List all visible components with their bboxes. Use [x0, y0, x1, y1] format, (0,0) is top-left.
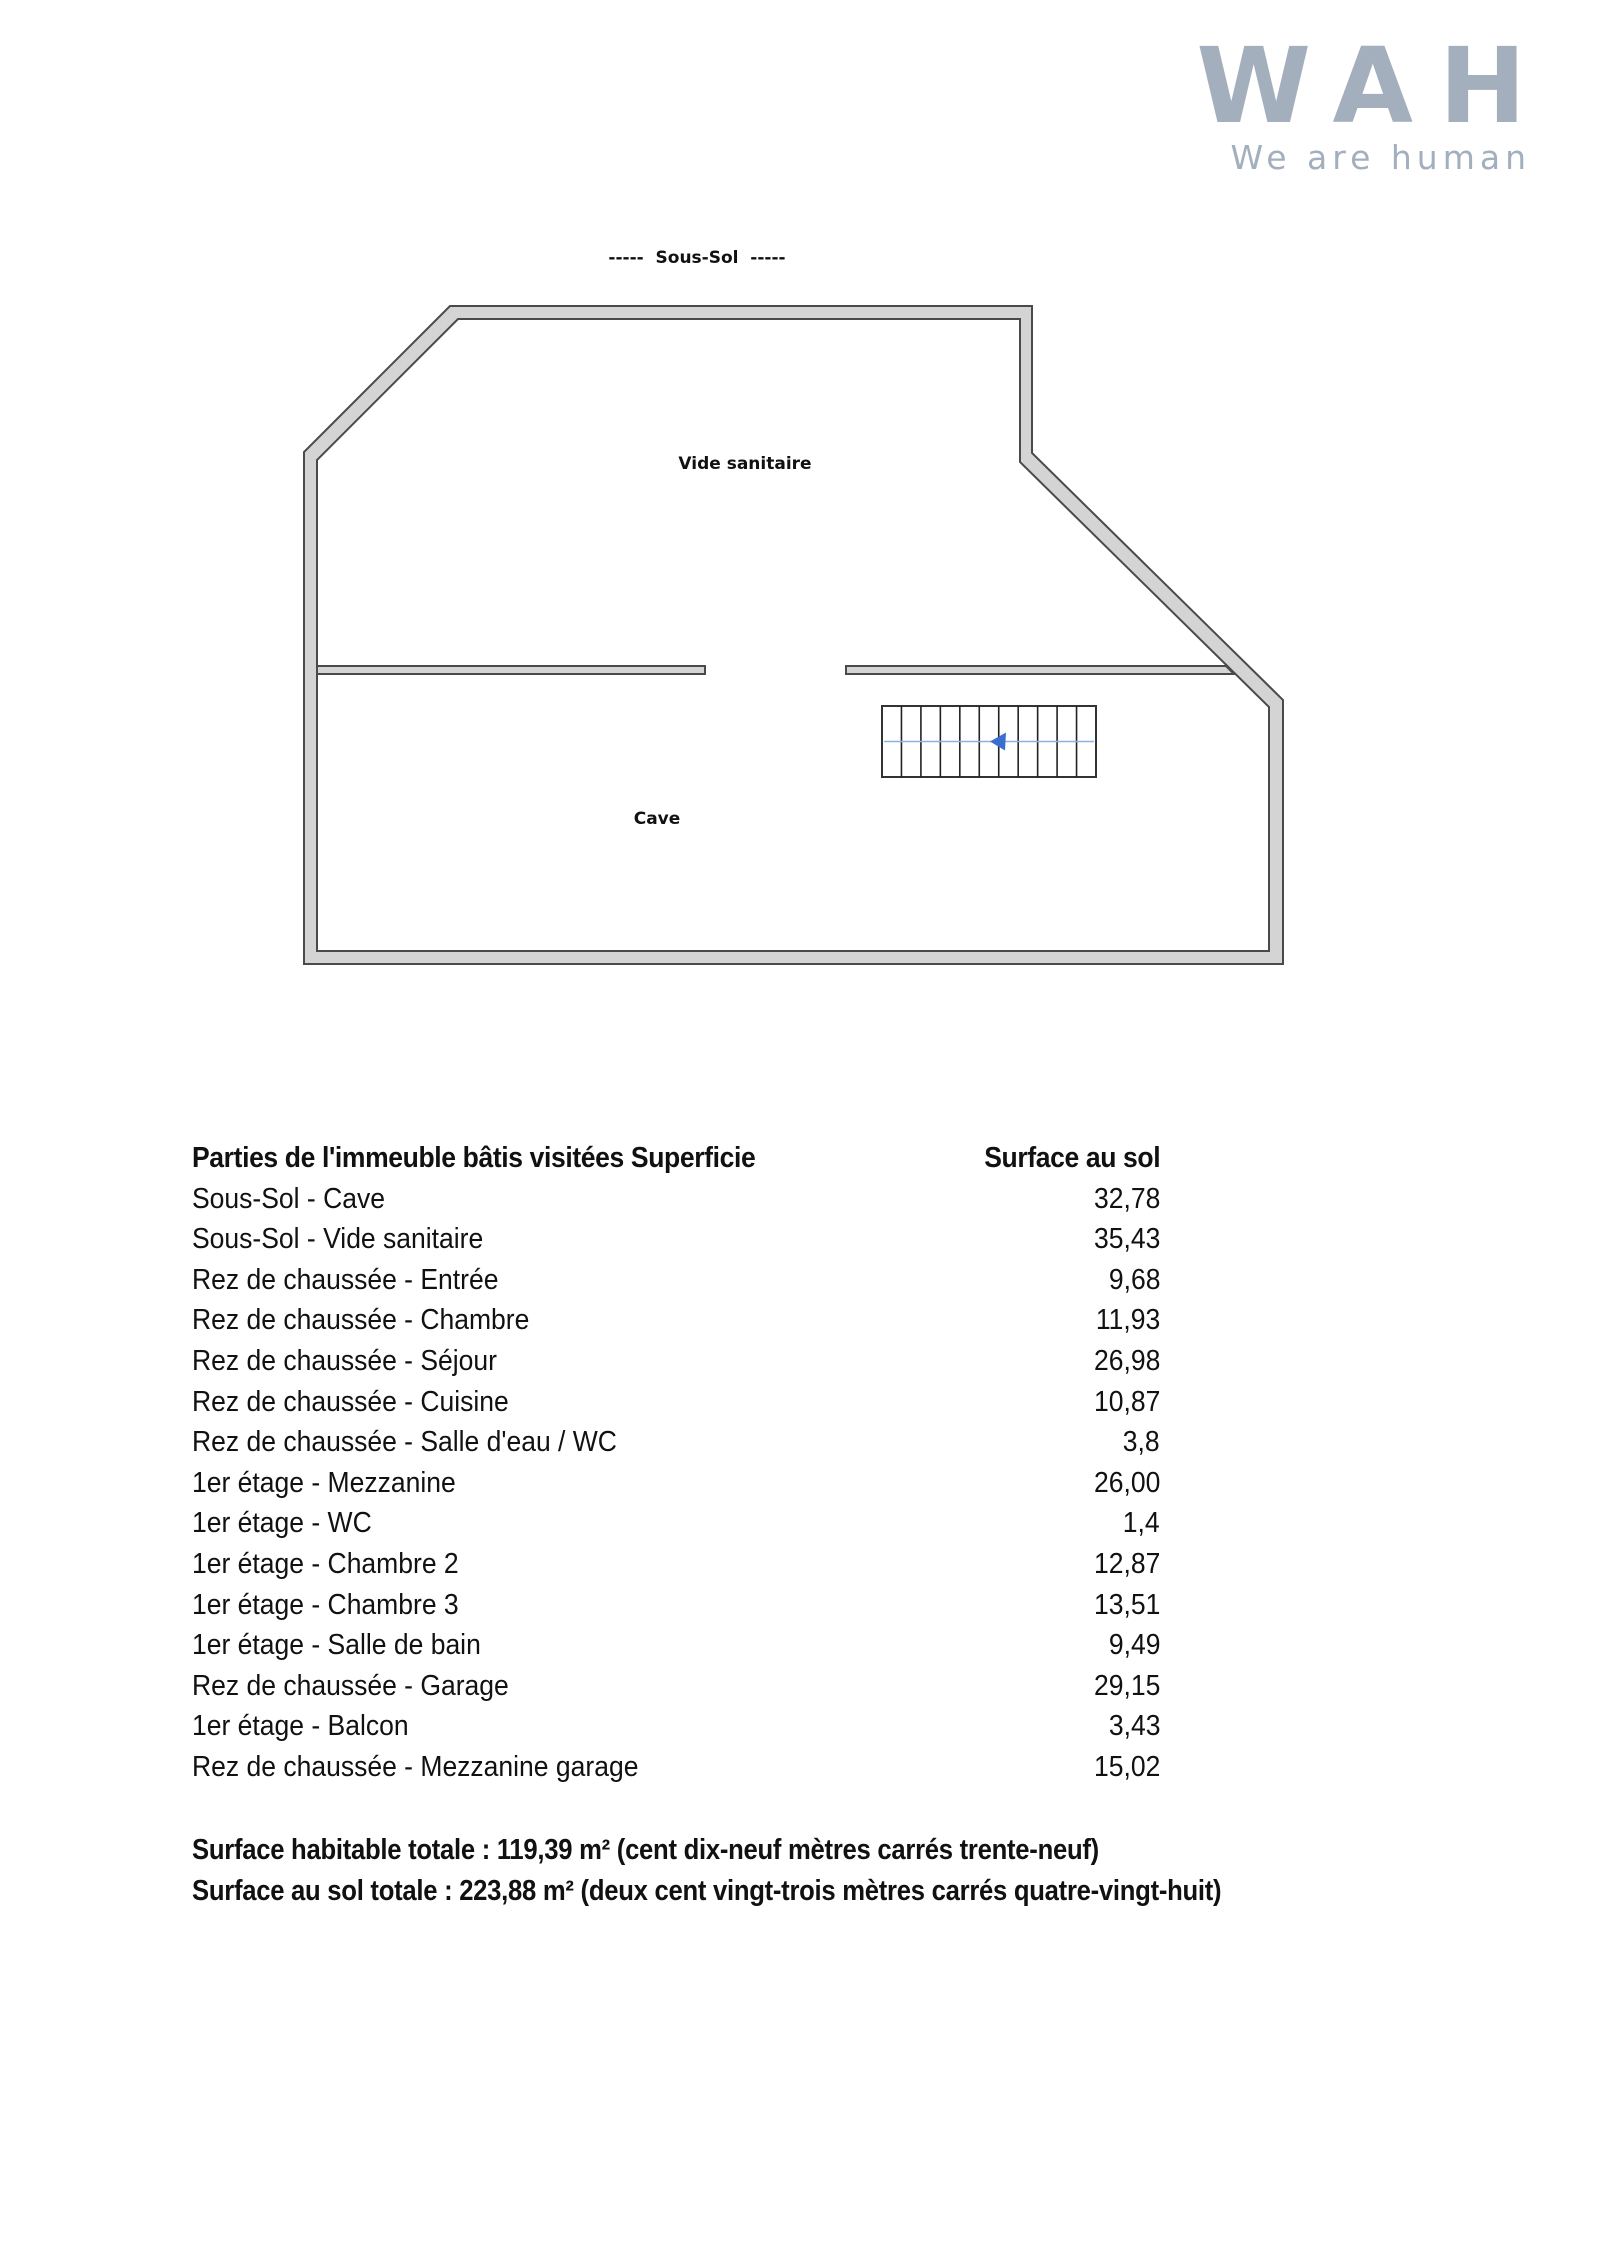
row-value: 29,15	[1093, 1669, 1160, 1702]
staircase	[882, 706, 1096, 777]
room-label-vide-sanitaire: Vide sanitaire	[678, 454, 812, 474]
row-value: 1,4	[1123, 1507, 1160, 1540]
total-habitable: Surface habitable totale : 119,39 m² (cent dix-neuf mètres carrés trente-neuf)	[192, 1834, 1099, 1866]
row-label: Rez de chaussée - Salle d'eau / WC	[192, 1426, 617, 1459]
row-value: 3,43	[1108, 1710, 1160, 1743]
table-header	[192, 1138, 1160, 1179]
header-value: Surface au sol	[984, 1142, 1160, 1174]
row-label: Rez de chaussée - Garage	[192, 1669, 509, 1702]
table-row	[192, 1625, 1160, 1666]
table-row	[192, 1260, 1160, 1301]
table-row	[192, 1706, 1160, 1747]
row-label: Rez de chaussée - Chambre	[192, 1304, 530, 1337]
table-row	[192, 1300, 1160, 1341]
row-value: 26,00	[1093, 1466, 1160, 1499]
row-value: 35,43	[1093, 1223, 1160, 1256]
logo-mark: WAH	[1196, 25, 1552, 147]
row-value: 12,87	[1093, 1547, 1160, 1580]
table-row	[192, 1422, 1160, 1463]
table-body	[192, 1179, 1160, 1788]
floor-plan-title: ----- Sous-Sol -----	[608, 248, 786, 268]
row-label: Sous-Sol - Vide sanitaire	[192, 1223, 484, 1256]
row-value: 3,8	[1123, 1426, 1160, 1459]
row-label: 1er étage - Salle de bain	[192, 1629, 481, 1662]
row-label: 1er étage - Chambre 2	[192, 1547, 459, 1580]
partition-wall-right	[846, 666, 1234, 674]
row-label: Rez de chaussée - Cuisine	[192, 1385, 509, 1418]
table-row	[192, 1341, 1160, 1382]
row-value: 9,68	[1108, 1263, 1160, 1296]
table-row	[192, 1666, 1160, 1707]
row-value: 13,51	[1093, 1588, 1160, 1621]
table-row	[192, 1503, 1160, 1544]
row-label: Sous-Sol - Cave	[192, 1182, 385, 1215]
floor-plan	[0, 0, 1600, 1000]
logo-tagline: We are human	[1230, 138, 1531, 177]
row-label: Rez de chaussée - Entrée	[192, 1263, 499, 1296]
row-value: 9,49	[1108, 1629, 1160, 1662]
row-value: 10,87	[1093, 1385, 1160, 1418]
row-value: 26,98	[1093, 1344, 1160, 1377]
room-label-cave: Cave	[633, 809, 681, 829]
row-label: 1er étage - Chambre 3	[192, 1588, 459, 1621]
row-label: Rez de chaussée - Séjour	[192, 1344, 497, 1377]
row-label: 1er étage - WC	[192, 1507, 372, 1540]
total-ground: Surface au sol totale : 223,88 m² (deux cent vingt-trois mètres carrés quatre-vingt-huit)	[192, 1874, 1222, 1907]
surface-table	[192, 1138, 1160, 1788]
table-row	[192, 1585, 1160, 1626]
row-label: Rez de chaussée - Mezzanine garage	[192, 1750, 639, 1783]
table-row	[192, 1544, 1160, 1585]
row-value: 11,93	[1095, 1304, 1160, 1337]
row-value: 15,02	[1093, 1750, 1160, 1783]
table-row	[192, 1179, 1160, 1220]
table-row	[192, 1382, 1160, 1423]
row-label: 1er étage - Balcon	[192, 1710, 409, 1743]
header-label: Parties de l'immeuble bâtis visitées Superficie	[192, 1142, 756, 1174]
row-value: 32,78	[1093, 1182, 1160, 1215]
outer-wall	[304, 306, 1283, 964]
table-row	[192, 1747, 1160, 1788]
table-row	[192, 1219, 1160, 1260]
row-label: 1er étage - Mezzanine	[192, 1466, 456, 1499]
totals	[192, 1830, 1492, 1911]
partition-wall-left	[317, 666, 705, 674]
table-row	[192, 1463, 1160, 1504]
